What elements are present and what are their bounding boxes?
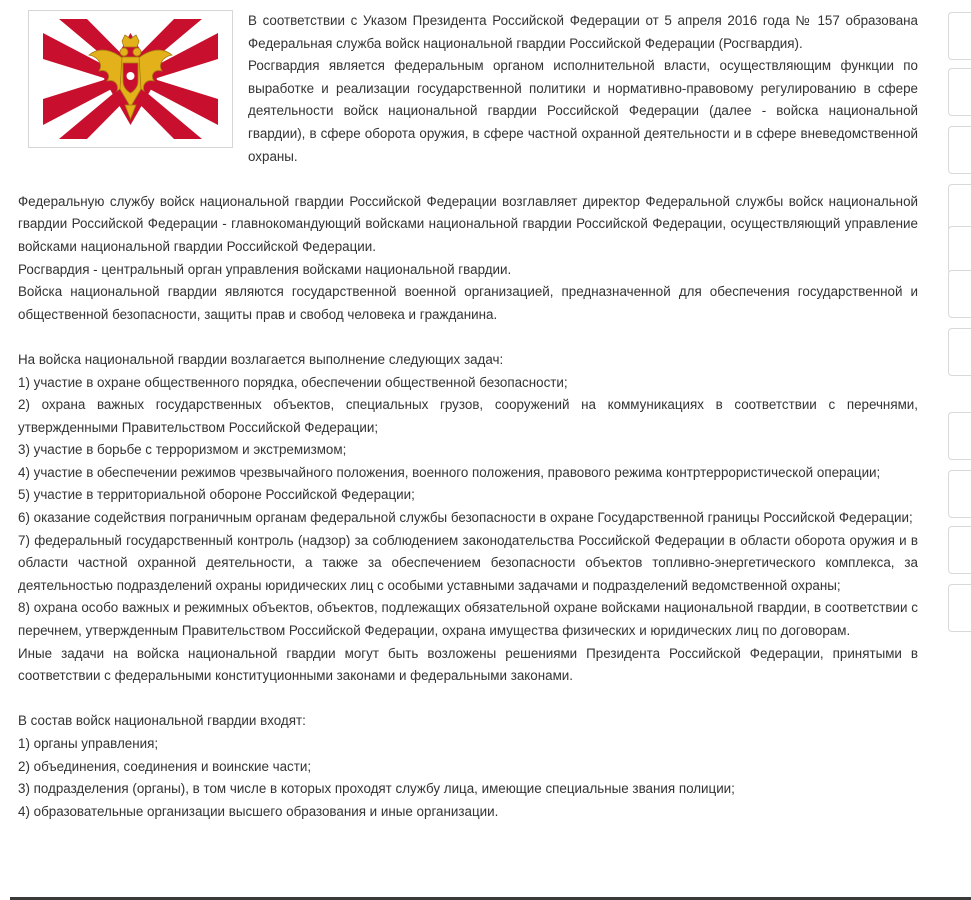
task-item: 7) федеральный государственный контроль (надзор) за соблюдением законодательства Российской Федерации в области оборота оружия и в области частной охранной деятельности, а также за обеспечением безопасности объектов топливно-энергетического комплекса, за деятельностью подразделений охраны юридических лиц с особыми уставными задачами и подразделений ведомственной охраны; — [18, 532, 918, 593]
composition-item: 2) объединения, соединения и воинские части; — [18, 758, 312, 774]
leadership-paragraph: Росгвардия - центральный орган управления войсками национальной гвардии. — [18, 261, 512, 277]
rosgvardia-emblem — [28, 10, 233, 148]
leadership-paragraph: Федеральную службу войск национальной гвардии Российской Федерации возглавляет директор Федеральной службы войск национальной гвардии Российской Федерации - главнокомандующий войсками национальной гвардии Российской Федерации, осуществляющий управление войсками национальной гвардии Российской Федерации. — [18, 193, 918, 254]
sidebar-tab[interactable] — [948, 270, 971, 318]
emblem-cross-icon — [29, 11, 232, 147]
sidebar-tab[interactable] — [948, 412, 971, 460]
sidebar-tab[interactable] — [948, 184, 971, 232]
task-item: 4) участие в обеспечении режимов чрезвычайного положения, военного положения, правового режима контртеррористической операции; — [18, 464, 881, 480]
sidebar-tab[interactable] — [948, 470, 971, 518]
task-item: 6) оказание содействия пограничным органам федеральной службы безопасности в охране Государственной границы Российской Федерации; — [18, 510, 913, 526]
leadership-paragraph: Войска национальной гвардии являются государственной военной организацией, предназначенной для обеспечения государственной и общественной безопасности, защиты прав и свобод человека и гражданина. — [18, 284, 918, 322]
sidebar-tab[interactable] — [948, 68, 971, 116]
sidebar-tab[interactable] — [948, 584, 971, 632]
sidebar-tab[interactable] — [948, 12, 971, 60]
tasks-heading: На войска национальной гвардии возлагается выполнение следующих задач: — [18, 351, 504, 367]
composition-heading: В состав войск национальной гвардии входят: — [18, 713, 306, 729]
task-item: 1) участие в охране общественного порядка, обеспечении общественной безопасности; — [18, 374, 568, 390]
intro-paragraph: Росгвардия является федеральным органом исполнительной власти, осуществляющим функции по выработке и реализации государственной политики и нормативно-правовому регулированию в сфере деятельности войск национальной гвардии Российской Федерации (далее - войска национальной гвардии), в сфере оборота оружия, в сфере частной охранной деятельности и в сфере вневедомственной охраны. — [248, 58, 918, 164]
sidebar-tab[interactable] — [948, 126, 971, 174]
task-item: 2) охрана важных государственных объектов, специальных грузов, сооружений на коммуникациях в соответствии с перечнями, утвержденными Правительством Российской Федерации; — [18, 397, 918, 435]
task-item: 5) участие в территориальной обороне Российской Федерации; — [18, 487, 415, 503]
composition-item: 3) подразделения (органы), в том числе в которых проходят службу лица, имеющие специальные звания полиции; — [18, 781, 735, 797]
sidebar-tab[interactable] — [948, 328, 971, 376]
tasks-closing: Иные задачи на войска национальной гвардии могут быть возложены решениями Президента Российской Федерации, принятыми в соответствии с федеральными конституционными законами и федеральными законами. — [18, 645, 918, 684]
composition-item: 1) органы управления; — [18, 736, 159, 751]
sidebar-tab[interactable] — [948, 226, 971, 274]
task-item: 8) охрана особо важных и режимных объектов, объектов, подлежащих обязательной охране войсками национальной гвардии, в соответствии с перечнем, утвержденным Правительством Российской Федерации, охрана имущества физических и юридических лиц по договорам. — [18, 600, 918, 639]
task-item: 3) участие в борьбе с терроризмом и экстремизмом; — [18, 442, 347, 458]
sidebar-tab[interactable] — [948, 526, 971, 574]
composition-item: 4) образовательные организации высшего образования и иные организации. — [18, 803, 499, 819]
intro-paragraph: В соответствии с Указом Президента Российской Федерации от 5 апреля 2016 года № 157 образована Федеральная служба войск национальной гвардии Российской Федерации (Росгвардия). — [248, 13, 918, 51]
article-body — [18, 10, 918, 823]
